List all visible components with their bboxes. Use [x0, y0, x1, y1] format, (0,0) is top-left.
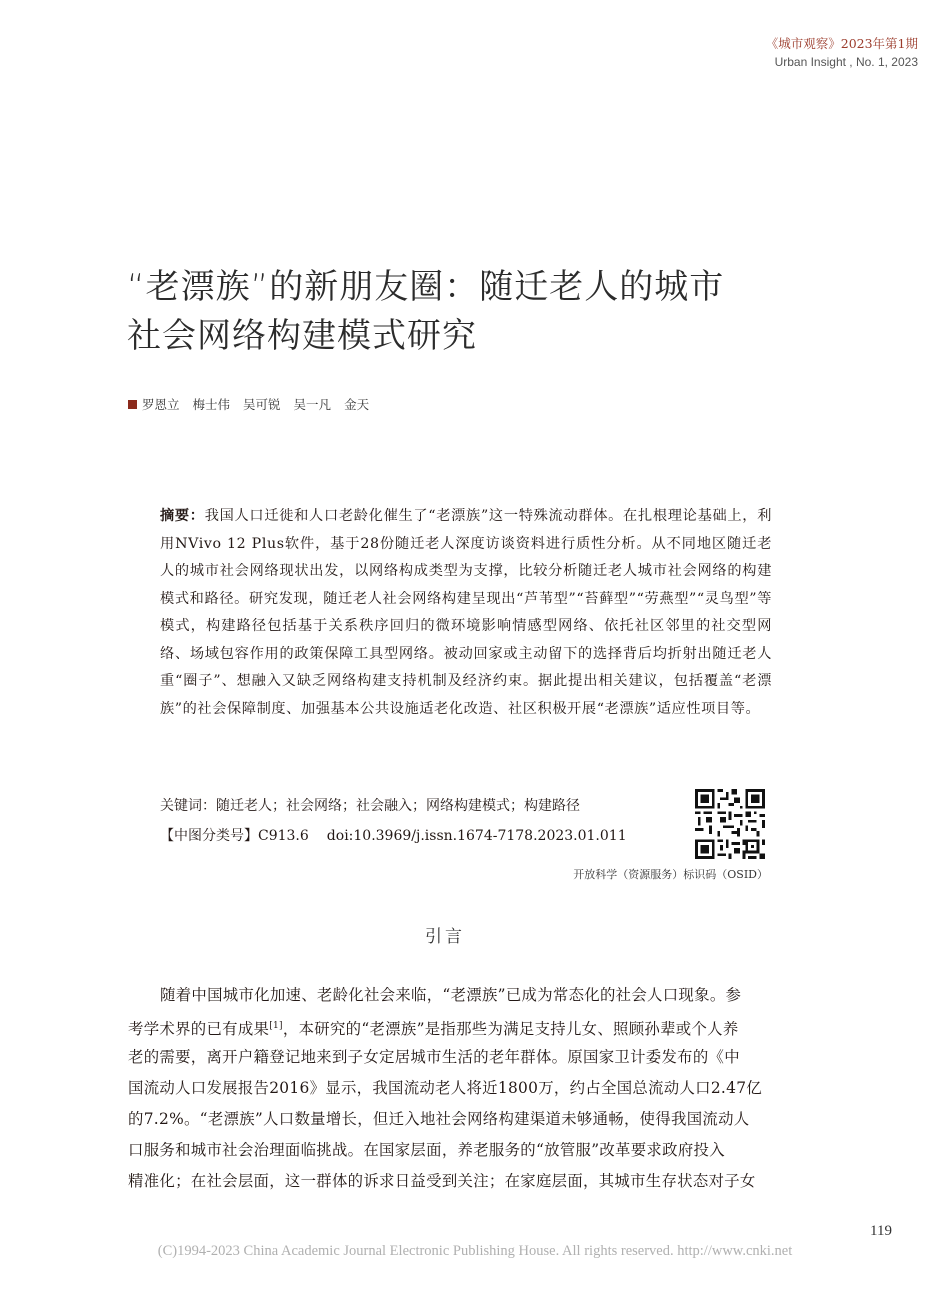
page-number: 119 [870, 1223, 892, 1239]
doi-text: doi:10.3969/j.issn.1674-7178.2023.01.011 [326, 828, 627, 844]
keywords-text: 随迁老人；社会网络；社会融入；网络构建模式；构建路径 [216, 798, 580, 814]
body-line: 随着中国城市化加速、老龄化社会来临，“老漂族”已成为常态化的社会人口现象。参 [160, 986, 742, 1004]
body-line [128, 1197, 773, 1228]
abstract [160, 503, 772, 723]
osid-caption: 开放科学（资源服务）标识码（OSID） [573, 868, 768, 881]
classification-label: 【中图分类号】 [160, 828, 258, 844]
author-marker-icon [128, 400, 137, 409]
osid-qr-code-icon[interactable] [695, 789, 765, 859]
author-name: 吴一凡 [293, 397, 332, 412]
body-line: 口服务和城市社会治理面临挑战。在国家层面，养老服务的“放管服”改革要求政府投入 [128, 1141, 725, 1159]
article-title [127, 263, 827, 361]
author-name: 金天 [344, 397, 370, 412]
classification-line [160, 821, 627, 851]
abstract-label: 摘要： [160, 508, 205, 524]
title-line-2: 社会网络构建模式研究 [127, 316, 477, 356]
keywords-label: 关键词： [160, 798, 216, 814]
body-text [128, 980, 773, 1228]
author-name: 梅士伟 [192, 397, 231, 412]
author-name: 吴可锐 [243, 397, 281, 412]
body-line [128, 1011, 773, 1042]
classification-code: C913.6 [258, 828, 309, 844]
keywords-line [160, 791, 627, 821]
body-line: 老的需要，离开户籍登记地来到子女定居城市生活的老年群体。原国家卫计委发布的《中 [128, 1048, 740, 1066]
keywords-block [160, 791, 627, 851]
author-list [128, 395, 382, 413]
abstract-text: 我国人口迁徙和人口老龄化催生了“老漂族”这一特殊流动群体。在扎根理论基础上，利用NVivo 12 Plus软件，基于28份随迁老人深度访谈资料进行质性分析。从不同地区随迁老人的城市社会网络现状出发，以网络构成类型为支撑，比较分析随迁老人城市社会网络的构建模式和路径。研究发现，随迁老人社会网络构建呈现出“芦苇型”“苔藓型”“劳燕型”“灵鸟型”等模式，构建路径包括基于关系秩序回归的微环境影响情感型网络、依托社区邻里的社交型网络、场域包容作用的政策保障工具型网络。被动回家或主动留下的选择背后均折射出随迁老人重“圈子”、想融入又缺乏网络构建支持机制及经济约束。据此提出相关建议，包括覆盖“老漂族”的社会保障制度、加强基本公共设施适老化改造、社区积极开展“老漂族”适应性项目等。 [160, 508, 772, 717]
copyright-footer: (C)1994-2023 China Academic Journal Electronic Publishing House. All rights reserved. http://www.cnki.net [157, 1243, 793, 1259]
author-name: 罗恩立 [142, 397, 180, 412]
section-heading-introduction: 引言 [425, 927, 465, 947]
body-line-part: ，本研究的“老漂族”是指那些为满足支持儿女、照顾孙辈或个人养 [282, 1020, 739, 1039]
body-line: 国流动人口发展报告2016》显示，我国流动老人将近1800万，约占全国总流动人口2.47亿 [128, 1079, 762, 1097]
body-line-part: 考学术界的已有成果 [128, 1020, 270, 1039]
body-line: 精准化；在社会层面，这一群体的诉求日益受到关注；在家庭层面，其城市生存状态对子女 [128, 1172, 756, 1190]
citation-link[interactable]: [1] [269, 1021, 283, 1031]
title-line-1: “老漂族”的新朋友圈：随迁老人的城市 [127, 267, 725, 307]
body-line: 的7.2%。“老漂族”人口数量增长，但迁入地社会网络构建渠道未够通畅，使得我国流动人 [128, 1110, 750, 1128]
journal-header-cn: 《城市观察》2023年第1期 [765, 36, 918, 51]
journal-header-en: Urban Insight , No. 1, 2023 [774, 55, 918, 69]
